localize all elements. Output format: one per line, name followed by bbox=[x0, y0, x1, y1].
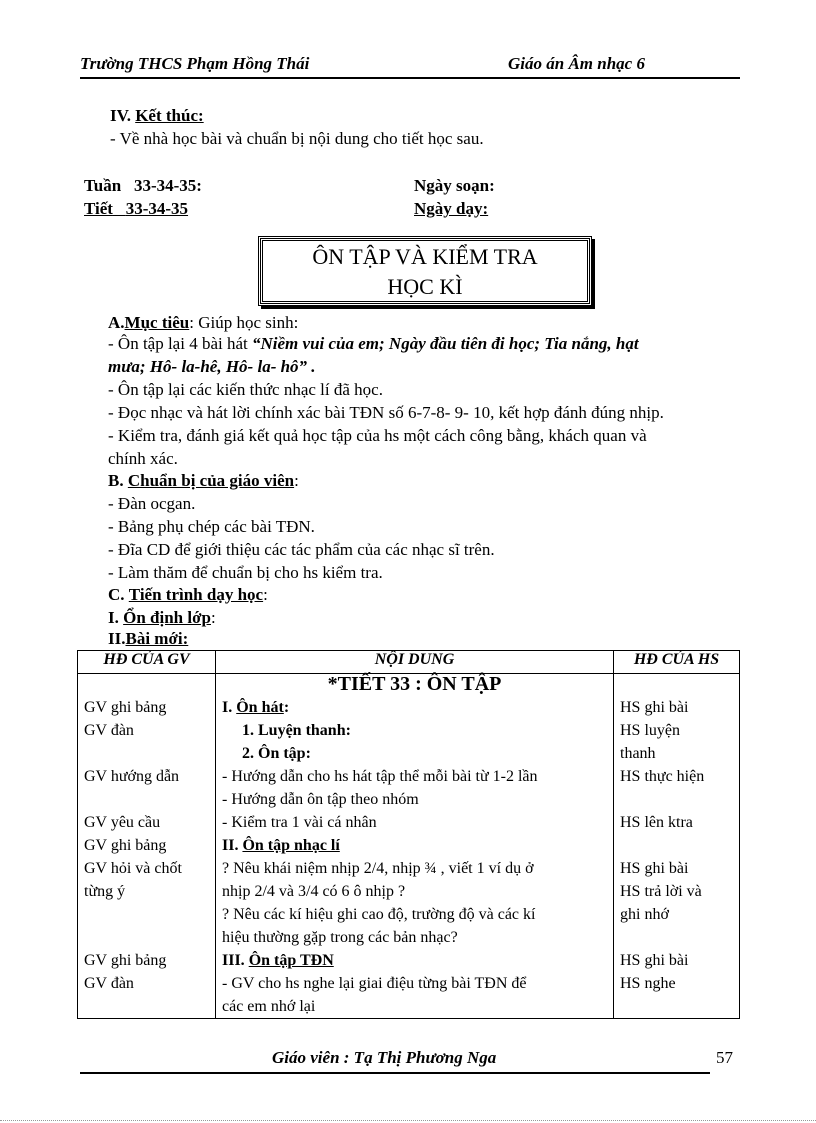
lesson-title-box bbox=[258, 236, 592, 306]
nd-section-1: I. Ôn hát: bbox=[222, 699, 290, 716]
page-number: 57 bbox=[716, 1048, 733, 1067]
header-school: Trường THCS Phạm Hồng Thái bbox=[80, 54, 310, 73]
gv-line: GV ghi bảng bbox=[84, 952, 167, 969]
nd-line: - Kiểm tra 1 vài cá nhân bbox=[222, 814, 377, 831]
teacher-activity-cell bbox=[78, 674, 216, 1019]
table-header-row bbox=[78, 651, 740, 674]
activity-table bbox=[77, 650, 740, 1019]
hs-line: HS thực hiện bbox=[620, 768, 705, 785]
objective-1-cont: mưa; Hô- la-hê, Hô- la- hô” . bbox=[108, 357, 316, 376]
process-heading: C. Tiến trình dạy học: bbox=[108, 585, 268, 604]
teach-date: Ngày dạy: bbox=[414, 199, 489, 218]
hs-line: HS trả lời và bbox=[620, 883, 702, 900]
lesson-title-line1: ÔN TẬP VÀ KIỂM TRA bbox=[312, 244, 538, 269]
prep-item: - Làm thăm để chuẩn bị cho hs kiểm tra. bbox=[108, 563, 383, 582]
prep-item: - Đàn ocgan. bbox=[108, 494, 196, 513]
prep-date: Ngày soạn: bbox=[414, 176, 495, 195]
gv-line: GV ghi bảng bbox=[84, 837, 167, 854]
nd-line: - Hướng dẫn cho hs hát tập thể mỗi bài từ 1-2 lần bbox=[222, 768, 538, 785]
gv-line: GV hỏi và chốt bbox=[84, 860, 182, 877]
prep-heading: B. Chuẩn bị của giáo viên: bbox=[108, 471, 299, 490]
page-edge bbox=[0, 1120, 816, 1121]
nd-line: ? Nêu khái niệm nhịp 2/4, nhịp ¾ , viết 1 ví dụ ở bbox=[222, 860, 534, 877]
gv-line: GV đàn bbox=[84, 975, 134, 992]
objective-2: - Ôn tập lại các kiến thức nhạc lí đã học. bbox=[108, 380, 383, 399]
prep-item: - Đĩa CD để giới thiệu các tác phẩm của các nhạc sĩ trên. bbox=[108, 540, 495, 559]
nd-line: - Hướng dẫn ôn tập theo nhóm bbox=[222, 791, 419, 808]
new-lesson-heading: II.Bài mới: bbox=[108, 629, 189, 648]
nd-line: - GV cho hs nghe lại giai điệu từng bài TĐN để bbox=[222, 975, 527, 992]
closing-item: - Về nhà học bài và chuẩn bị nội dung cho tiết học sau. bbox=[110, 129, 484, 148]
objective-4: - Kiểm tra, đánh giá kết quả học tập của hs một cách công bằng, khách quan và bbox=[108, 426, 647, 445]
gv-line: từng ý bbox=[84, 883, 126, 900]
footer-rule bbox=[80, 1072, 710, 1074]
objective-3: - Đọc nhạc và hát lời chính xác bài TĐN số 6-7-8- 9- 10, kết hợp đánh đúng nhịp. bbox=[108, 403, 664, 422]
nd-section-2: II. Ôn tập nhạc lí bbox=[222, 837, 340, 854]
col-header-student: HĐ CỦA HS bbox=[614, 651, 740, 674]
gv-line: GV hướng dẫn bbox=[84, 768, 180, 785]
gv-line: GV yêu cầu bbox=[84, 814, 161, 831]
gv-line: GV đàn bbox=[84, 722, 134, 739]
lesson-title-line2: HỌC KÌ bbox=[387, 274, 463, 299]
hs-line: HS ghi bài bbox=[620, 952, 689, 969]
closing-heading: IV. Kết thúc: bbox=[110, 106, 204, 125]
footer-teacher: Giáo viên : Tạ Thị Phương Nga bbox=[272, 1048, 497, 1067]
table-row bbox=[78, 674, 740, 1019]
nd-line: nhịp 2/4 và 3/4 có 6 ô nhịp ? bbox=[222, 883, 406, 900]
hs-line: HS ghi bài bbox=[620, 699, 689, 716]
stabilize-heading: I. Ổn định lớp: bbox=[108, 608, 216, 627]
lesson-line: Tiết 33-34-35 bbox=[84, 199, 189, 218]
hs-line: thanh bbox=[620, 745, 656, 762]
objective-1: - Ôn tập lại 4 bài hát “Niềm vui của em; Ngày đầu tiên đi học; Tia nắng, hạt bbox=[108, 334, 639, 353]
header-rule bbox=[80, 77, 740, 79]
hs-line: ghi nhớ bbox=[620, 906, 669, 923]
objectives-heading: A.Mục tiêu: Giúp học sinh: bbox=[108, 313, 299, 332]
gv-line: GV ghi bảng bbox=[84, 699, 167, 716]
col-header-teacher: HĐ CỦA GV bbox=[78, 651, 216, 674]
tiet-title: *TIẾT 33 : ÔN TẬP bbox=[327, 673, 502, 695]
student-activity-cell bbox=[614, 674, 740, 1019]
prep-item: - Bảng phụ chép các bài TĐN. bbox=[108, 517, 315, 536]
col-header-content: NỘI DUNG bbox=[216, 651, 614, 674]
nd-line: 2. Ôn tập: bbox=[242, 745, 311, 762]
hs-line: HS lên ktra bbox=[620, 814, 693, 831]
hs-line: HS ghi bài bbox=[620, 860, 689, 877]
nd-line: ? Nêu các kí hiệu ghi cao độ, trường độ và các kí bbox=[222, 906, 536, 923]
week-line: Tuần 33-34-35: bbox=[84, 176, 202, 195]
nd-line: hiệu thường gặp trong các bản nhạc? bbox=[222, 929, 458, 946]
nd-line: các em nhớ lại bbox=[222, 998, 316, 1015]
header-subject: Giáo án Âm nhạc 6 bbox=[508, 54, 645, 73]
nd-line: 1. Luyện thanh: bbox=[242, 722, 351, 739]
nd-section-3: III. Ôn tập TĐN bbox=[222, 952, 334, 969]
objective-4-cont: chính xác. bbox=[108, 449, 178, 468]
content-cell bbox=[216, 674, 614, 1019]
hs-line: HS nghe bbox=[620, 975, 676, 992]
hs-line: HS luyện bbox=[620, 722, 680, 739]
